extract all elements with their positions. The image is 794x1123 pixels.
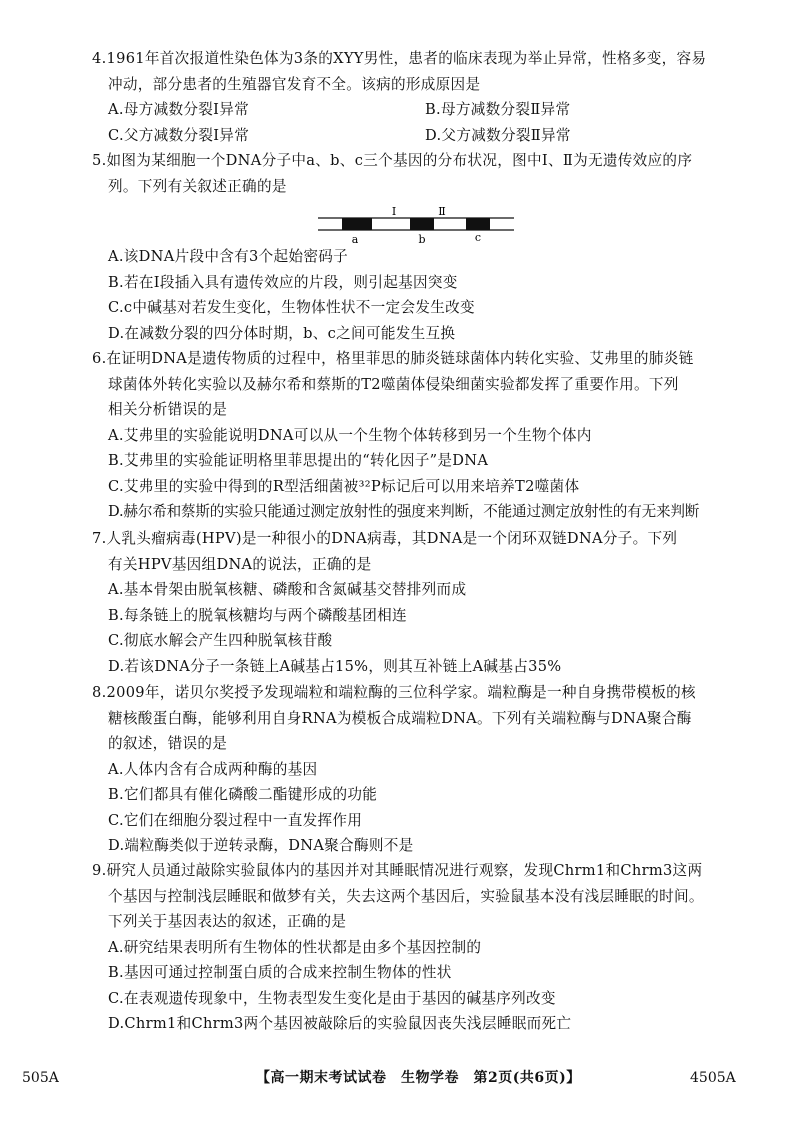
option-b: B.每条链上的脱氧核糖均与两个磷酸基团相连 [108, 606, 407, 624]
question-stem: 8.2009年，诺贝尔奖授予发现端粒和端粒酶的三位科学家。端粒酶是一种自身携带模板的核 [92, 684, 696, 701]
question-stem: 冲动，部分患者的生殖器官发育不全。该病的形成原因是 [108, 75, 481, 93]
option-d: D.Chrm1和Chrm3两个基因被敲除后的实验鼠因丧失浅层睡眠而死亡 [108, 1015, 572, 1032]
option-a: A.艾弗里的实验能说明DNA可以从一个生物个体转移到另一个生物个体内 [108, 426, 592, 444]
question-8 [92, 680, 742, 859]
option-c: C.在表观遗传现象中，生物表型发生变化是由于基因的碱基序列改变 [108, 989, 556, 1007]
option-b: B.艾弗里的实验能证明格里菲思提出的“转化因子”是DNA [108, 452, 489, 469]
question-stem: 9.研究人员通过敲除实验鼠体内的基因并对其睡眠情况进行观察，发现Chrm1和Chrm3这两 [92, 862, 703, 879]
option-b: B.基因可通过控制蛋白质的合成来控制生物体的性状 [108, 964, 452, 981]
label-segment-2: Ⅱ [438, 205, 446, 218]
question-stem: 下列关于基因表达的叙述，正确的是 [108, 913, 347, 930]
option-a: A.研究结果表明所有生物体的性状都是由多个基因控制的 [108, 938, 482, 956]
dna-gene-diagram [318, 204, 514, 246]
option-a: A.人体内含有合成两种酶的基因 [108, 760, 318, 778]
option-c: C.它们在细胞分裂过程中一直发挥作用 [108, 811, 363, 829]
question-4 [92, 46, 742, 148]
label-gene-c: c [474, 231, 482, 244]
option-b: B.若在Ⅰ段插入具有遗传效应的片段，则引起基因突变 [108, 273, 458, 291]
label-gene-b: b [418, 233, 426, 246]
option-d: D.若该DNA分子一条链上A碱基占15%，则其互补链上A碱基占35% [108, 657, 562, 675]
question-6 [92, 346, 742, 525]
option-a: A.母方减数分裂Ⅰ异常 [108, 101, 249, 118]
option-d: D.端粒酶类似于逆转录酶，DNA聚合酶则不是 [108, 837, 414, 854]
question-stem: 的叙述，错误的是 [108, 735, 228, 752]
question-stem: 有关HPV基因组DNA的说法，正确的是 [108, 555, 372, 573]
question-stem: 6.在证明DNA是遗传物质的过程中，格里菲思的肺炎链球菌体内转化实验、艾弗里的肺炎链 [92, 350, 694, 367]
gene-a-segment [342, 218, 372, 230]
option-a: A.该DNA片段中含有3个起始密码子 [108, 248, 348, 265]
option-c: C.c中碱基对若发生变化，生物体性状不一定会发生改变 [108, 299, 475, 316]
question-5-options [92, 244, 742, 346]
footer-title: 【高一期末考试试卷 生物学卷 第2页(共6页)】 [256, 1070, 581, 1086]
question-stem: 球菌体外转化实验以及赫尔希和蔡斯的T2噬菌体侵染细菌实验都发挥了重要作用。下列 [108, 375, 679, 393]
question-stem: 相关分析错误的是 [108, 401, 228, 418]
option-c: C.彻底水解会产生四种脱氧核苷酸 [108, 632, 333, 649]
question-stem: 7.人乳头瘤病毒(HPV)是一种很小的DNA病毒，其DNA是一个闭环双链DNA分子。下列 [92, 530, 678, 547]
question-9 [92, 858, 742, 1037]
question-stem: 糖核酸蛋白酶，能够利用自身RNA为模板合成端粒DNA。下列有关端粒酶与DNA聚合酶 [108, 709, 692, 727]
question-5 [92, 148, 742, 199]
option-b: B.它们都具有催化磷酸二酯键形成的功能 [108, 786, 378, 803]
option-d: D.赫尔希和蔡斯的实验只能通过测定放射性的强度来判断，不能通过测定放射性的有无来判断 [108, 503, 700, 520]
option-d: D.父方减数分裂Ⅱ异常 [425, 126, 571, 144]
gene-b-segment [410, 218, 434, 230]
label-gene-a: a [351, 233, 359, 246]
gene-c-segment [466, 218, 490, 230]
option-c: C.艾弗里的实验中得到的R型活细菌被³²P标记后可以用来培养T2噬菌体 [108, 477, 580, 495]
footer-code-right: 4505A [690, 1070, 736, 1086]
question-7 [92, 526, 742, 679]
option-d: D.在减数分裂的四分体时期，b、c之间可能发生互换 [108, 324, 456, 342]
label-segment-1: Ⅰ [391, 205, 397, 218]
question-stem: 4.1961年首次报道性染色体为3条的XYY男性，患者的临床表现为举止异常，性格多变，容易 [92, 50, 707, 67]
question-stem: 列。下列有关叙述正确的是 [108, 177, 287, 195]
footer-code-left: 505A [22, 1070, 59, 1086]
question-stem: 5.如图为某细胞一个DNA分子中a、b、c三个基因的分布状况，图中Ⅰ、Ⅱ为无遗传效应的序 [92, 152, 693, 169]
option-a: A.基本骨架由脱氧核糖、磷酸和含氮碱基交替排列而成 [108, 581, 467, 598]
option-c: C.父方减数分裂Ⅰ异常 [108, 126, 250, 144]
question-stem: 个基因与控制浅层睡眠和做梦有关，失去这两个基因后，实验鼠基本没有浅层睡眠的时间。 [108, 887, 704, 905]
option-b: B.母方减数分裂Ⅱ异常 [425, 101, 571, 118]
